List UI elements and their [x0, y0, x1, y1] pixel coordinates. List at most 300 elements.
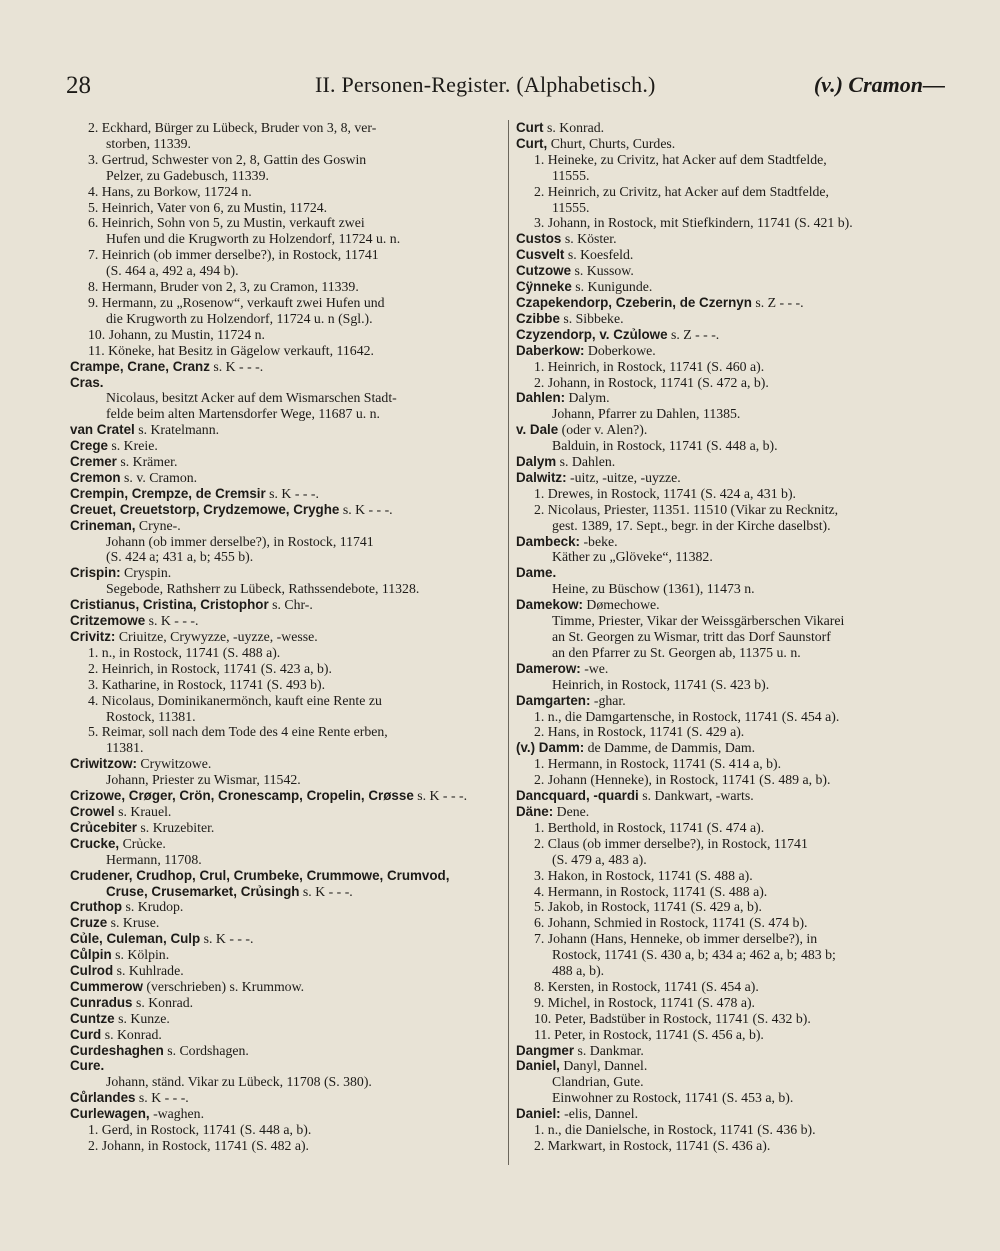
entry-headword: van Cratel [70, 422, 135, 438]
entry-text: Crywitzowe. [136, 756, 212, 772]
entry-headword: Dambeck: [516, 533, 581, 549]
entry-text: Johann, Priester zu Wismar, 11542. [106, 772, 301, 788]
register-subentry [70, 343, 502, 359]
entry-text: 1. Drewes, in Rostock, 11741 (S. 424 a, 431 b). [534, 485, 796, 501]
register-subentry [516, 1090, 948, 1106]
entry-text: s. Kratelmann. [134, 422, 220, 438]
entry-text: 1. Heinrich, in Rostock, 11741 (S. 460 a). [534, 358, 765, 374]
entry-headword: Crempin, Crempze, de Cremsir [70, 485, 266, 501]
entry-text: an St. Georgen zu Wismar, tritt das Dorf Saunstorf [552, 629, 831, 644]
right-column [516, 120, 948, 1154]
entry-text: 2. Nicolaus, Priester, 11351. 11510 (Vikar zu Recknitz, [534, 501, 839, 517]
register-subentry [70, 215, 502, 231]
entry-text: s. Sibbeke. [559, 310, 624, 326]
entry-text: 8. Kersten, in Rostock, 11741 (S. 454 a). [534, 978, 759, 994]
register-subentry [516, 1138, 948, 1154]
entry-headword: Dangmer [516, 1042, 575, 1058]
entry-text: 1. Hermann, in Rostock, 11741 (S. 414 a, b). [534, 756, 782, 772]
entry-text: -ghar. [590, 692, 626, 708]
register-entry [70, 931, 502, 947]
entry-text: an den Pfarrer zu St. Georgen ab, 11375 u. n. [552, 644, 801, 660]
register-subentry [70, 406, 502, 422]
register-entry [516, 1106, 948, 1122]
register-subentry [70, 549, 502, 565]
entry-text: -we. [580, 660, 609, 676]
register-entry [70, 756, 502, 772]
register-subentry [70, 168, 502, 184]
entry-text: Hufen und die Krugworth zu Holzendorf, 11724 u. n. [106, 231, 401, 247]
register-subentry [516, 438, 948, 454]
register-entry [70, 947, 502, 963]
register-entry [516, 390, 948, 406]
register-subentry [70, 645, 502, 661]
entry-text: Crủcke. [119, 835, 166, 851]
entry-headword: Cruthop [70, 899, 123, 915]
entry-text: s. K - - -. [209, 358, 264, 374]
entry-text: -elis, Dannel. [560, 1106, 639, 1122]
running-head: (v.) Cramon— [813, 72, 945, 97]
left-column [70, 120, 502, 1154]
register-subentry [70, 740, 502, 756]
register-entry [70, 359, 502, 375]
entry-headword: v. Dale [516, 422, 559, 438]
entry-text: Heinrich, in Rostock, 11741 (S. 423 b). [552, 676, 770, 692]
register-subentry [516, 677, 948, 693]
register-subentry [70, 1074, 502, 1090]
register-subentry [516, 200, 948, 216]
entry-headword: Dalym [516, 454, 557, 470]
entry-text: s. Dankmar. [574, 1042, 644, 1058]
register-subentry [516, 215, 948, 231]
entry-text: 5. Jakob, in Rostock, 11741 (S. 429 a, b). [534, 899, 762, 915]
register-entry [516, 661, 948, 677]
entry-headword: Culrod [70, 963, 114, 979]
entry-headword: Creuet, Creuetstorp, Crydzemowe, Cryghe [70, 501, 340, 517]
register-entry [70, 597, 502, 613]
register-subentry [516, 184, 948, 200]
entry-headword: Crispin: [70, 565, 121, 581]
entry-headword: Cůrlandes [70, 1090, 136, 1106]
entry-text: s. v. Cramon. [120, 469, 198, 485]
register-entry [516, 295, 948, 311]
entry-text: Segebode, Rathsherr zu Lübeck, Rathssendebote, 11328. [106, 581, 420, 597]
entry-text: de Damme, de Dammis, Dam. [584, 740, 756, 756]
entry-text: s. Konrad. [543, 120, 605, 135]
register-subentry [70, 295, 502, 311]
register-subentry [516, 1122, 948, 1138]
entry-text: 3. Johann, in Rostock, mit Stiefkindern, 11741 (S. 421 b). [534, 215, 853, 231]
register-subentry [516, 979, 948, 995]
register-subentry [516, 884, 948, 900]
register-subentry [516, 820, 948, 836]
register-entry [516, 788, 948, 804]
entry-text: 10. Johann, zu Mustin, 11724 n. [88, 326, 265, 342]
entry-headword: Crowel [70, 803, 115, 819]
register-subentry [516, 899, 948, 915]
entry-text: die Krugworth zu Holzendorf, 11724 u. n (Sgl.). [106, 310, 373, 326]
entry-headword: Dahlen: [516, 390, 566, 406]
register-entry [516, 327, 948, 343]
entry-text: 1. Gerd, in Rostock, 11741 (S. 448 a, b). [88, 1122, 312, 1138]
entry-text: s. Krauel. [114, 803, 172, 819]
entry-headword: Curt, [516, 135, 548, 151]
entry-text: 1. Berthold, in Rostock, 11741 (S. 474 a). [534, 819, 765, 835]
register-subentry [70, 311, 502, 327]
entry-text: -beke. [580, 533, 618, 549]
register-subentry [516, 963, 948, 979]
entry-text: s. K - - -. [339, 501, 393, 517]
entry-headword: Cruze [70, 915, 108, 931]
register-subentry [516, 629, 948, 645]
entry-headword: Daniel: [516, 1106, 561, 1122]
register-subentry [70, 120, 502, 136]
entry-text: (S. 464 a, 492 a, 494 b). [106, 263, 239, 279]
register-entry [516, 422, 948, 438]
entry-text: 2. Claus (ob immer derselbe?), in Rostock, 11741 [534, 835, 808, 851]
register-subentry [70, 852, 502, 868]
register-entry [70, 979, 502, 995]
register-subentry [516, 852, 948, 868]
entry-text: Pelzer, zu Gadebusch, 11339. [106, 167, 269, 183]
register-subentry [516, 168, 948, 184]
register-subentry [516, 1074, 948, 1090]
entry-text: s. Cordshagen. [163, 1042, 249, 1058]
register-subentry [70, 724, 502, 740]
column-divider [508, 120, 509, 1165]
register-subentry [70, 247, 502, 263]
entry-text: s. Kruzebiter. [136, 819, 215, 835]
entry-headword: Damerow: [516, 660, 581, 676]
entry-headword: Curt [516, 120, 544, 135]
page-number: 28 [66, 72, 91, 99]
entry-text: felde beim alten Martensdorfer Wege, 11687 u. n. [106, 406, 380, 422]
register-subentry [70, 184, 502, 200]
entry-text: s. Kuhlrade. [113, 963, 184, 979]
register-entry [70, 836, 502, 852]
entry-text: 2. Heinrich, zu Crivitz, hat Acker auf dem Stadtfelde, [534, 183, 830, 199]
register-entry [516, 470, 948, 486]
register-entry [70, 454, 502, 470]
register-entry [70, 565, 502, 581]
entry-text: 11381. [106, 740, 144, 756]
register-subentry [70, 200, 502, 216]
entry-headword: Curdeshaghen [70, 1042, 164, 1058]
entry-text: 4. Hermann, in Rostock, 11741 (S. 488 a). [534, 883, 768, 899]
entry-text: 8. Hermann, Bruder von 2, 3, zu Cramon, 11339. [88, 279, 359, 295]
entry-text: Clandrian, Gute. [552, 1074, 644, 1090]
entry-text: 5. Reimar, soll nach dem Tode des 4 eine Rente erben, [88, 724, 388, 740]
entry-text: 4. Nicolaus, Dominikanermönch, kauft eine Rente zu [88, 692, 382, 708]
register-subentry [516, 724, 948, 740]
entry-text: Doberkowe. [584, 342, 656, 358]
entry-text: -uitz, -uitze, -uyzze. [566, 469, 681, 485]
entry-text: Danyl, Dannel. [559, 1058, 648, 1074]
register-subentry [516, 931, 948, 947]
entry-text: 2. Markwart, in Rostock, 11741 (S. 436 a). [534, 1138, 771, 1153]
register-subentry [516, 709, 948, 725]
entry-headword: Curd [70, 1026, 102, 1042]
entry-headword: Cuntze [70, 1010, 115, 1026]
entry-text: 10. Peter, Badstüber in Rostock, 11741 (S. 432 b). [534, 1010, 811, 1026]
register-entry [70, 788, 502, 804]
entry-text: Cryne-. [135, 517, 181, 533]
register-subentry [70, 136, 502, 152]
entry-headword: Damgarten: [516, 692, 591, 708]
entry-text: (S. 479 a, 483 a). [552, 851, 647, 867]
entry-text: s. K - - -. [413, 788, 468, 804]
register-entry [70, 1043, 502, 1059]
entry-text: Rostock, 11741 (S. 430 a, b; 434 a; 462 a, b; 483 b; [552, 947, 836, 963]
entry-headword: Cÿnneke [516, 279, 572, 295]
register-subentry [70, 581, 502, 597]
register-entry [70, 899, 502, 915]
entry-headword: Custos [516, 231, 562, 247]
entry-headword: Củle, Culeman, Culp [70, 931, 201, 947]
register-entry [516, 804, 948, 820]
entry-text: -waghen. [149, 1106, 205, 1122]
register-subentry [516, 406, 948, 422]
entry-headword: Cunradus [70, 994, 133, 1010]
entry-headword: Damekow: [516, 597, 583, 613]
entry-headword: Crủcebiter [70, 819, 137, 835]
entry-text: storben, 11339. [106, 135, 191, 151]
entry-headword: Crudener, Crudhop, Crul, Crumbeke, Crummowe, Crumvod, [70, 867, 450, 883]
entry-text: s. Koesfeld. [564, 247, 634, 263]
register-subentry [70, 279, 502, 295]
register-subentry [70, 693, 502, 709]
entry-text: Dalym. [565, 390, 610, 406]
entry-headword: Criwitzow: [70, 756, 137, 772]
register-subentry [70, 677, 502, 693]
register-subentry [516, 915, 948, 931]
register-subentry [516, 518, 948, 534]
entry-text: 2. Johann, in Rostock, 11741 (S. 482 a). [88, 1138, 309, 1153]
register-subentry [516, 645, 948, 661]
register-entry [516, 740, 948, 756]
entry-headword: Critzemowe [70, 613, 146, 629]
entry-text: Criuitze, Crywyzze, -uyzze, -wesse. [115, 629, 318, 644]
entry-headword: Cusvelt [516, 247, 565, 263]
entry-text: gest. 1389, 17. Sept., begr. in der Kirche daselbst). [552, 517, 831, 533]
register-subentry [516, 613, 948, 629]
register-entry [516, 693, 948, 709]
entry-headword: Cutzowe [516, 263, 572, 279]
entry-text: (verschrieben) s. Krummow. [142, 978, 305, 994]
entry-headword: Cruse, Crusemarket, Crủsingh [106, 883, 300, 899]
register-entry [516, 1058, 948, 1074]
entry-headword: Crineman, [70, 517, 136, 533]
register-entry [516, 597, 948, 613]
register-subentry [516, 152, 948, 168]
entry-headword: Crucke, [70, 835, 120, 851]
entry-text: Johann, Pfarrer zu Dahlen, 11385. [552, 406, 741, 422]
entry-text: 7. Heinrich (ob immer derselbe?), in Rostock, 11741 [88, 247, 379, 263]
entry-text: s. Krämer. [116, 454, 178, 470]
register-entry [70, 518, 502, 534]
entry-text: 11. Peter, in Rostock, 11741 (S. 456 a, b). [534, 1026, 764, 1042]
entry-text: (oder v. Alen?). [558, 422, 648, 438]
register-subentry [516, 359, 948, 375]
entry-text: 9. Michel, in Rostock, 11741 (S. 478 a). [534, 994, 755, 1010]
register-subentry [70, 772, 502, 788]
entry-text: 2. Johann (Henneke), in Rostock, 11741 (S. 489 a, b). [534, 772, 831, 788]
entry-text: s. K - - -. [265, 485, 319, 501]
entry-text: s. K - - -. [135, 1090, 189, 1106]
register-entry [70, 629, 502, 645]
register-entry [70, 1011, 502, 1027]
entry-headword: Cure. [70, 1058, 105, 1074]
entry-text: 3. Gertrud, Schwester von 2, 8, Gattin des Goswin [88, 151, 367, 167]
register-subentry [516, 549, 948, 565]
entry-text: 6. Heinrich, Sohn von 5, zu Mustin, verkauft zwei [88, 215, 365, 231]
entry-text: Nicolaus, besitzt Acker auf dem Wismarschen Stadt- [106, 390, 397, 406]
register-entry [516, 279, 948, 295]
register-entry [516, 231, 948, 247]
register-entry [516, 1043, 948, 1059]
entry-text: s. Konrad. [132, 994, 194, 1010]
entry-text: 6. Johann, Schmied in Rostock, 11741 (S. 474 b). [534, 915, 808, 931]
register-entry [70, 422, 502, 438]
register-subentry [70, 661, 502, 677]
register-entry [516, 311, 948, 327]
entry-text: Dene. [553, 803, 590, 819]
register-entry [70, 470, 502, 486]
entry-headword: Cremer [70, 454, 117, 470]
entry-text: 2. Eckhard, Bürger zu Lübeck, Bruder von 3, 8, ver- [88, 120, 377, 135]
register-entry [70, 963, 502, 979]
entry-headword: Dame. [516, 565, 557, 581]
entry-text: 1. Heineke, zu Crivitz, hat Acker auf dem Stadtfelde, [534, 151, 827, 167]
entry-headword: Cummerow [70, 978, 143, 994]
entry-text: Hermann, 11708. [106, 851, 202, 867]
entry-text: s. Konrad. [101, 1026, 162, 1042]
entry-text: 2. Johann, in Rostock, 11741 (S. 472 a, b). [534, 374, 769, 390]
register-entry [516, 454, 948, 470]
entry-text: 5. Heinrich, Vater von 6, zu Mustin, 11724. [88, 199, 328, 215]
entry-text: Dømechowe. [582, 597, 660, 613]
register-entry [70, 502, 502, 518]
entry-text: s. Z - - -. [751, 294, 804, 310]
register-entry [70, 995, 502, 1011]
register-entry [70, 1058, 502, 1074]
register-subentry [516, 1011, 948, 1027]
entry-text: 1. n., in Rostock, 11741 (S. 488 a). [88, 644, 281, 660]
register-entry [516, 343, 948, 359]
entry-text: s. Krudop. [122, 899, 184, 915]
register-subentry [516, 772, 948, 788]
entry-text: 3. Hakon, in Rostock, 11741 (S. 488 a). [534, 867, 753, 883]
entry-text: s. Kreie. [107, 438, 158, 454]
register-entry [70, 486, 502, 502]
entry-headword: Czibbe [516, 310, 560, 326]
entry-headword: Crampe, Crane, Cranz [70, 358, 210, 374]
entry-headword: Czapekendorp, Czeberin, de Czernyn [516, 294, 752, 310]
register-entry [516, 247, 948, 263]
register-subentry [70, 1122, 502, 1138]
entry-headword: Cůlpin [70, 947, 112, 963]
entry-text: Timme, Priester, Vikar der Weissgärberschen Vikarei [552, 613, 845, 629]
register-subentry [516, 868, 948, 884]
register-subentry [70, 709, 502, 725]
register-subentry [70, 327, 502, 343]
register-entry [70, 1027, 502, 1043]
entry-headword: Dalwitz: [516, 469, 567, 485]
entry-text: Einwohner zu Rostock, 11741 (S. 453 a, b). [552, 1090, 794, 1106]
entry-text: s. Z - - -. [667, 326, 720, 342]
page-header [60, 68, 945, 108]
register-entry [70, 884, 502, 900]
entry-text: 488 a, b). [552, 963, 605, 979]
register-entry [70, 804, 502, 820]
entry-text: Johann, ständ. Vikar zu Lübeck, 11708 (S. 380). [106, 1074, 372, 1090]
register-entry [70, 820, 502, 836]
register-subentry [70, 534, 502, 550]
entry-text: s. K - - -. [299, 883, 353, 899]
entry-headword: Crivitz: [70, 629, 116, 644]
entry-text: s. Kussow. [571, 263, 634, 279]
entry-text: s. Chr-. [268, 597, 313, 613]
register-entry [70, 915, 502, 931]
register-subentry [516, 1027, 948, 1043]
entry-text: Johann (ob immer derselbe?), in Rostock, 11741 [106, 533, 374, 549]
entry-text: s. Köster. [561, 231, 617, 247]
entry-text: 1. n., die Danielsche, in Rostock, 11741 (S. 436 b). [534, 1122, 816, 1138]
register-subentry [70, 152, 502, 168]
entry-headword: Czyzendorp, v. Czủlowe [516, 326, 668, 342]
entry-text: 9. Hermann, zu „Rosenow“, verkauft zwei Hufen und [88, 294, 385, 310]
entry-headword: Daberkow: [516, 342, 585, 358]
register-entry [516, 263, 948, 279]
register-subentry [516, 947, 948, 963]
register-entry [70, 868, 502, 884]
register-subentry [516, 375, 948, 391]
register-entry [70, 375, 502, 391]
register-subentry [516, 995, 948, 1011]
register-subentry [70, 390, 502, 406]
register-subentry [516, 502, 948, 518]
entry-headword: Däne: [516, 803, 554, 819]
entry-headword: Cremon [70, 469, 121, 485]
register-subentry [516, 836, 948, 852]
register-entry [70, 1106, 502, 1122]
entry-text: Cryspin. [120, 565, 172, 581]
entry-text: 1. n., die Damgartensche, in Rostock, 11741 (S. 454 a). [534, 708, 840, 724]
entry-headword: Cristianus, Cristina, Cristophor [70, 597, 269, 613]
register-subentry [70, 1138, 502, 1154]
entry-text: Churt, Churts, Curdes. [547, 135, 676, 151]
register-entry [70, 438, 502, 454]
register-entry [516, 565, 948, 581]
entry-text: s. Kölpin. [111, 947, 170, 963]
entry-headword: (v.) Damm: [516, 740, 585, 756]
entry-text: s. Kunze. [114, 1010, 170, 1026]
register-subentry [70, 263, 502, 279]
register-entry [70, 1090, 502, 1106]
entry-text: s. Kunigunde. [571, 279, 653, 295]
entry-text: s. Dankwart, -warts. [638, 788, 754, 804]
entry-headword: Crege [70, 438, 108, 454]
register-entry [516, 534, 948, 550]
register-subentry [70, 231, 502, 247]
entry-text: 3. Katharine, in Rostock, 11741 (S. 493 b). [88, 676, 326, 692]
section-title: II. Personen-Register. (Alphabetisch.) [315, 72, 656, 97]
entry-headword: Cras. [70, 374, 104, 390]
entry-text: (S. 424 a; 431 a, b; 455 b). [106, 549, 254, 565]
entry-text: Käther zu „Glöveke“, 11382. [552, 549, 713, 565]
entry-headword: Daniel, [516, 1058, 560, 1074]
entry-text: 11555. [552, 167, 590, 183]
entry-text: s. Dahlen. [556, 454, 616, 470]
